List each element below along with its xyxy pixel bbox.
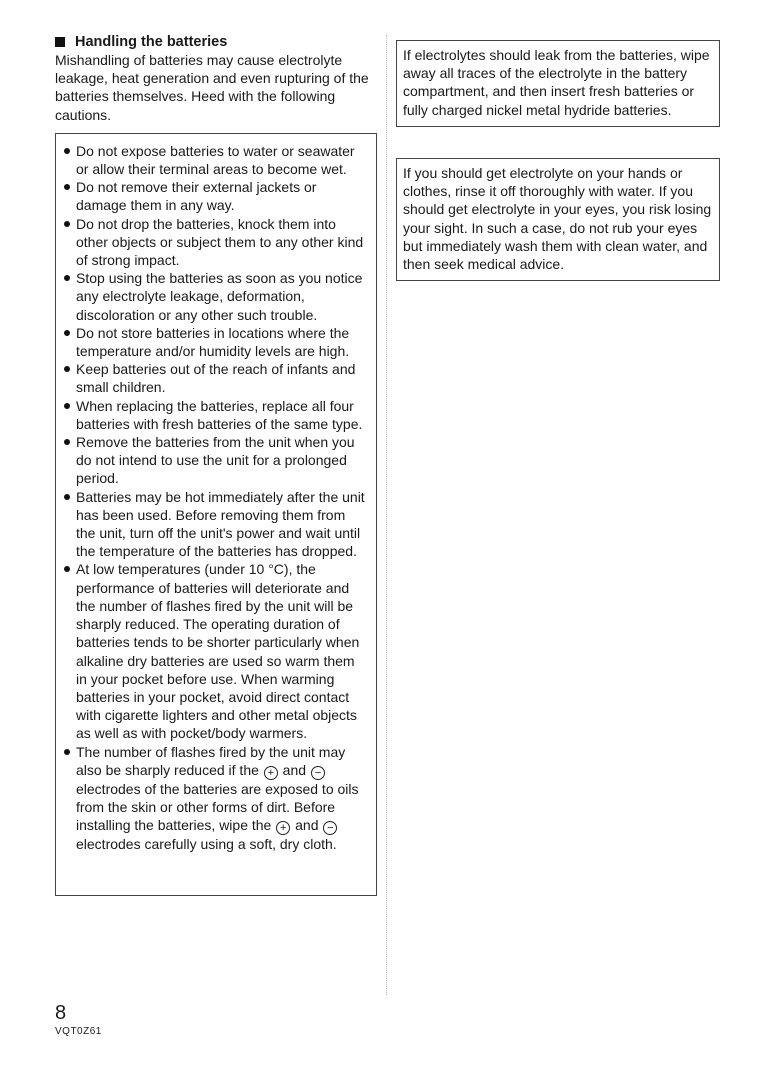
list-item: The number of flashes fired by the unit may also be sharply reduced if the + and − electrodes of the batteries are exposed to oils from the skin or other forms of dirt. Before installing the batteries, wipe the + and − electrodes carefully using a soft, dry cloth. [62, 743, 368, 854]
bullet-icon [62, 743, 76, 854]
list-item: Remove the batteries from the unit when you do not intend to use the unit for a prolonged period. [62, 433, 368, 488]
model-code: VQT0Z61 [55, 1026, 102, 1037]
bullet-icon [62, 178, 76, 214]
list-item: Do not expose batteries to water or seawater or allow their terminal areas to become wet. [62, 142, 368, 178]
square-bullet-icon [55, 37, 65, 47]
right-column-note-1 [396, 40, 720, 127]
bullet-icon [62, 142, 76, 178]
list-item: At low temperatures (under 10 °C), the performance of batteries will deteriorate and the number of flashes fired by the unit will be sharply reduced. The operating duration of batteries tends to be shorter particularly when alkaline dry batteries are used so warm them in your pocket before use. When warming batteries in your pocket, avoid direct contact with cigarette lighters and other metal objects as well as with pocket/body warmers. [62, 560, 368, 742]
page-number: 8 [55, 1002, 67, 1024]
bullet-icon [62, 488, 76, 561]
plus-icon: + [276, 821, 290, 835]
list-item: Batteries may be hot immediately after the unit has been used. Before removing them from the unit, turn off the unit's power and wait until the temperature of the batteries has dropped. [62, 488, 368, 561]
column-divider [386, 35, 387, 995]
bullet-icon [62, 269, 76, 324]
bullet-icon [62, 324, 76, 360]
contact-note-box: If you should get electrolyte on your hands or clothes, rinse it off thoroughly with water. If you should get electrolyte in your eyes, you risk losing your sight. In such a case, do not rub your eyes but immediately wash them with clean water, and then seek medical advice. [396, 158, 720, 281]
bullet-icon [62, 215, 76, 270]
section-heading [55, 33, 377, 51]
list-item: Do not remove their external jackets or damage them in any way. [62, 178, 368, 214]
intro-paragraph: Mishandling of batteries may cause electrolyte leakage, heat generation and even rupturing of the batteries themselves. Heed with the following cautions. [55, 52, 369, 123]
minus-icon: − [323, 821, 337, 835]
caution-list [62, 142, 368, 854]
heading-text: Handling the batteries [75, 34, 228, 50]
list-item: Do not store batteries in locations where the temperature and/or humidity levels are high. [62, 324, 368, 360]
bullet-icon [62, 560, 76, 742]
list-item: Stop using the batteries as soon as you notice any electrolyte leakage, deformation, discoloration or any other such trouble. [62, 269, 368, 324]
list-item: Keep batteries out of the reach of infants and small children. [62, 360, 368, 396]
left-column [55, 33, 377, 896]
list-item: Do not drop the batteries, knock them into other objects or subject them to any other kind of strong impact. [62, 215, 368, 270]
right-column-note-2 [396, 158, 720, 281]
bullet-icon [62, 360, 76, 396]
bullet-icon [62, 397, 76, 433]
bullet-icon [62, 433, 76, 488]
plus-icon: + [264, 766, 278, 780]
minus-icon: − [311, 766, 325, 780]
leak-note-box: If electrolytes should leak from the batteries, wipe away all traces of the electrolyte in the battery compartment, and then insert fresh batteries or fully charged nickel metal hydride batteries. [396, 40, 720, 127]
caution-box [55, 133, 377, 896]
list-item: When replacing the batteries, replace all four batteries with fresh batteries of the same type. [62, 397, 368, 433]
